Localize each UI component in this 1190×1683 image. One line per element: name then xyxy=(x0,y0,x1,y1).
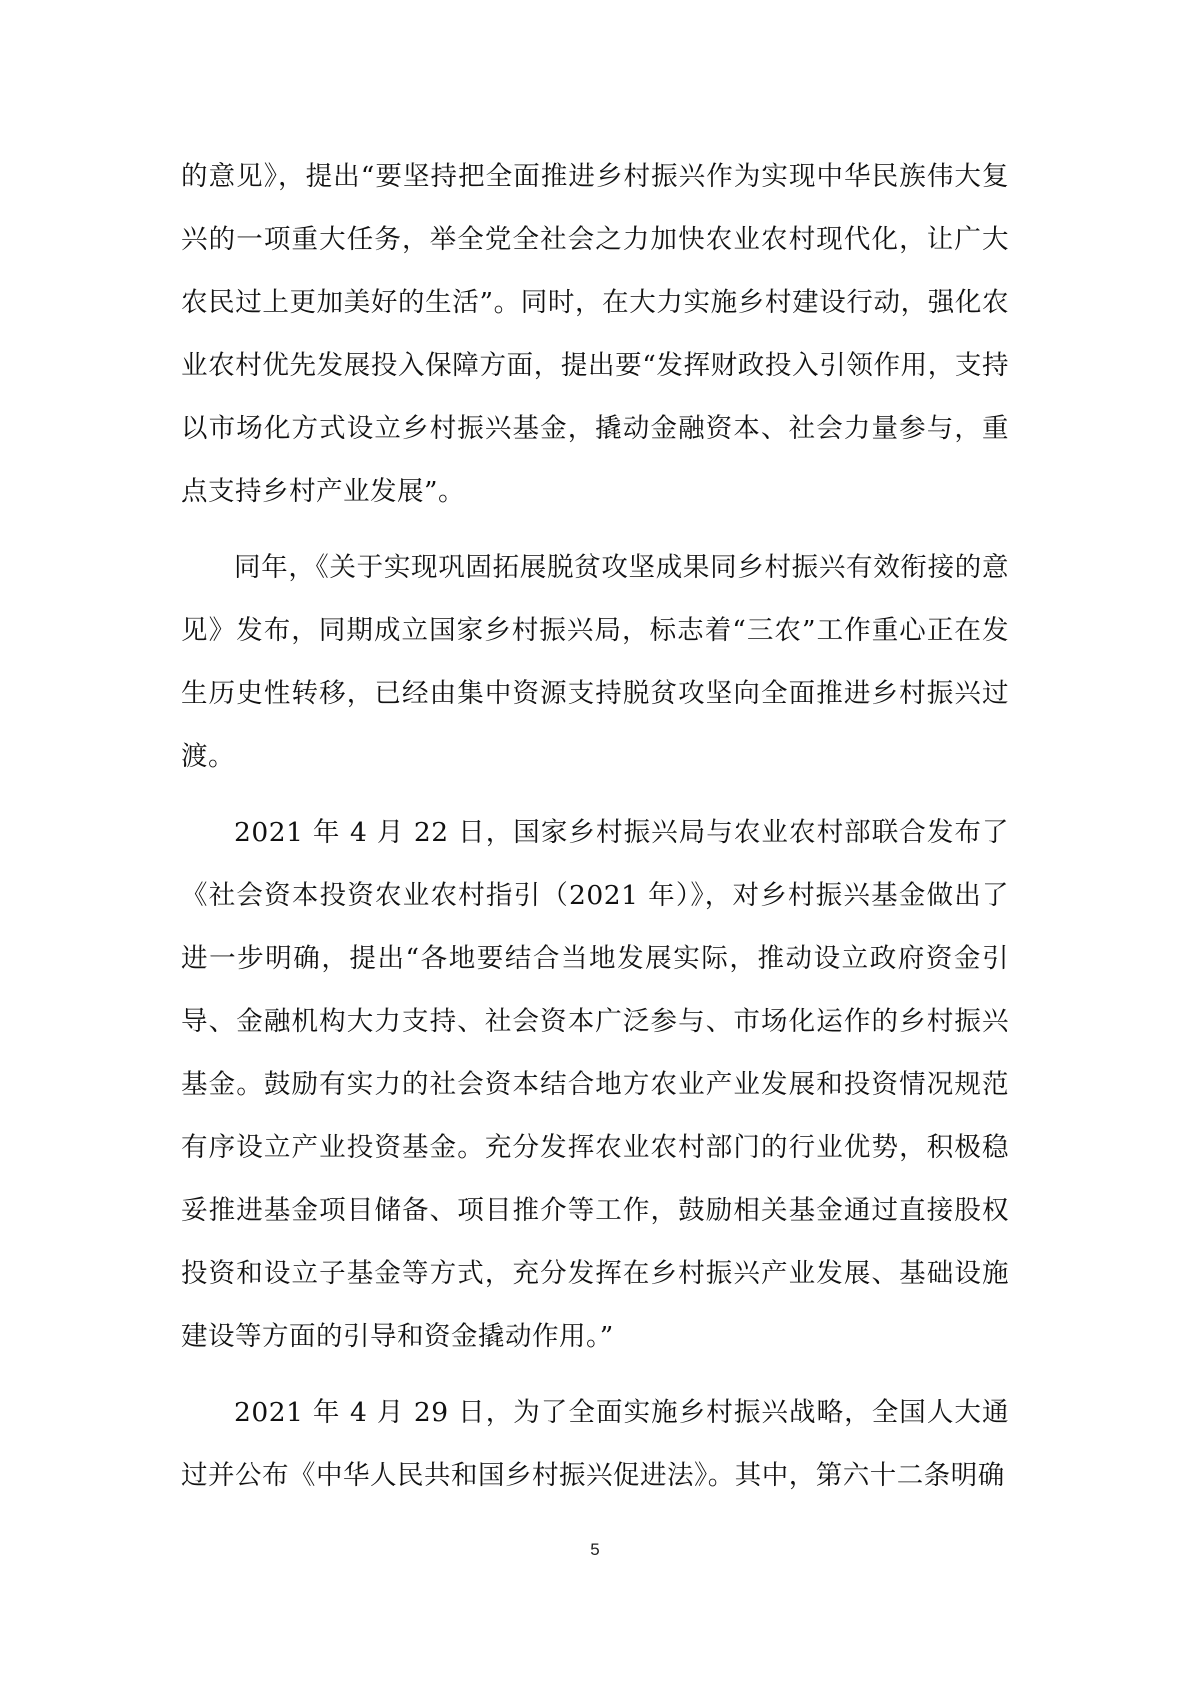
paragraph-1: 的意见》，提出“要坚持把全面推进乡村振兴作为实现中华民族伟大复兴的一项重大任务，举全党全社会之力加快农业农村现代化，让广大农民过上更加美好的生活”。同时，在大力实施乡村建设行动，强化农业农村优先发展投入保障方面，提出要“发挥财政投入引领作用，支持以市场化方式设立乡村振兴基金，撬动金融资本、社会力量参与，重点支持乡村产业发展”。 xyxy=(181,161,1009,507)
body-text xyxy=(181,145,1009,1507)
paragraph-4: 2021 年 4 月 29 日，为了全面实施乡村振兴战略，全国人大通过并公布《中华人民共和国乡村振兴促进法》。其中，第六十二条明确 xyxy=(181,1397,1009,1491)
paragraph-3: 2021 年 4 月 22 日，国家乡村振兴局与农业农村部联合发布了《社会资本投资农业农村指引（2021 年）》，对乡村振兴基金做出了进一步明确，提出“各地要结合当地发展实际，推动设立政府资金引导、金融机构大力支持、社会资本广泛参与、市场化运作的乡村振兴基金。鼓励有实力的社会资本结合地方农业产业发展和投资情况规范有序设立产业投资基金。充分发挥农业农村部门的行业优势，积极稳妥推进基金项目储备、项目推介等工作，鼓励相关基金通过直接股权投资和设立子基金等方式，充分发挥在乡村振兴产业发展、基础设施建设等方面的引导和资金撬动作用。” xyxy=(181,817,1009,1352)
paragraph-2: 同年，《关于实现巩固拓展脱贫攻坚成果同乡村振兴有效衔接的意见》发布，同期成立国家乡村振兴局，标志着“三农”工作重心正在发生历史性转移，已经由集中资源支持脱贫攻坚向全面推进乡村振兴过渡。 xyxy=(181,552,1009,772)
page-number: 5 xyxy=(590,1540,600,1559)
